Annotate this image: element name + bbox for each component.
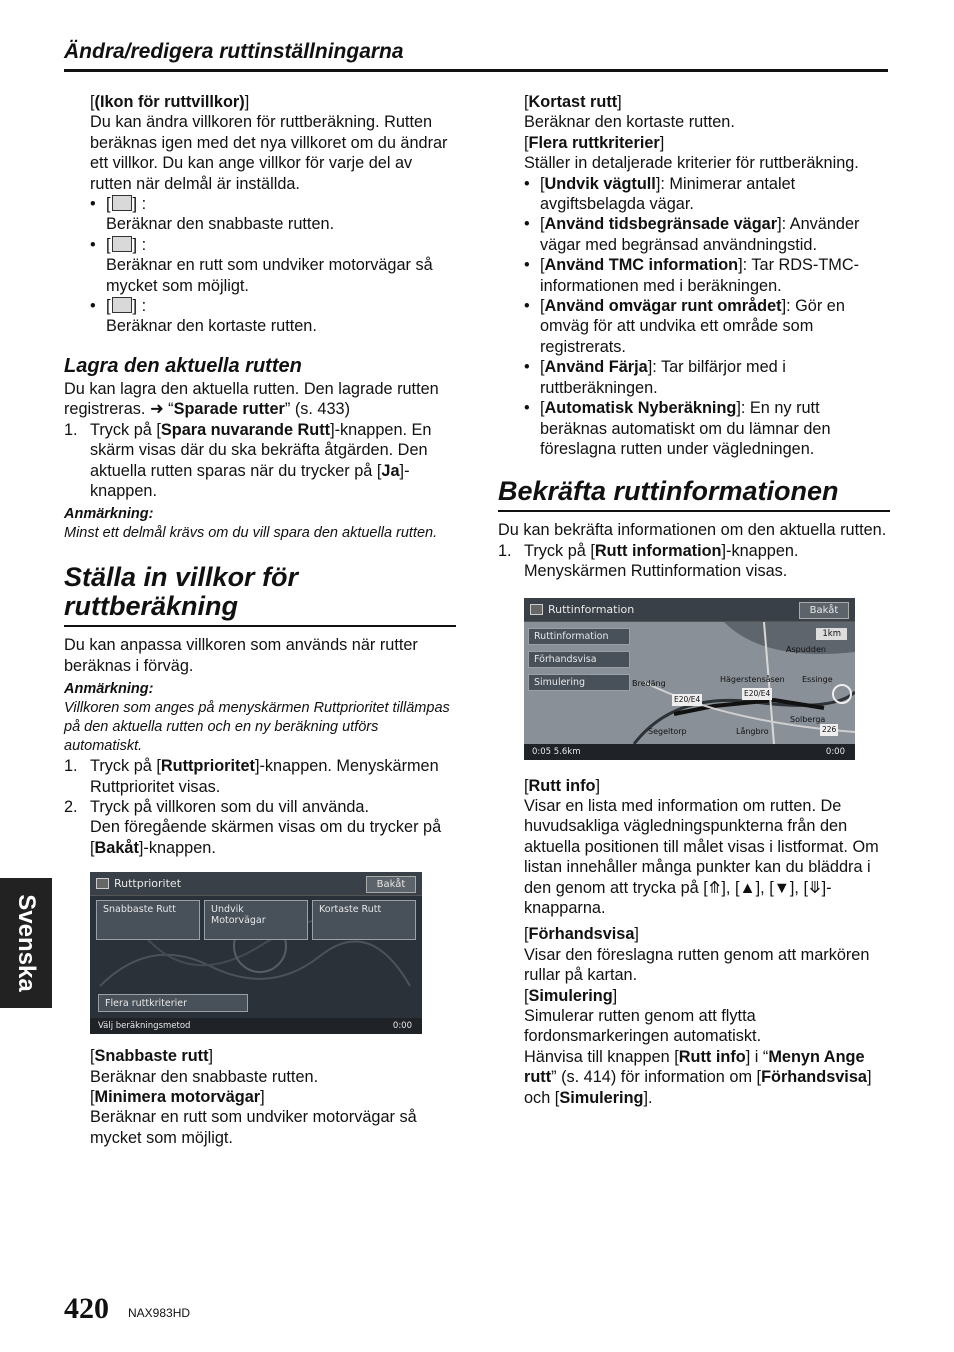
button-label: Kortaste Rutt bbox=[319, 904, 382, 916]
route-information-screenshot bbox=[524, 598, 855, 760]
item-label-line: [Rutt info] bbox=[524, 776, 600, 795]
page-number: 420 bbox=[64, 1292, 109, 1325]
conditions-step-1: 1. Tryck på [Ruttprioritet]-knappen. Menyskärmen Ruttprioritet visas. bbox=[64, 757, 439, 796]
note-label: Anmärkning: bbox=[64, 506, 154, 523]
simulation-button[interactable] bbox=[528, 674, 630, 691]
bullet-text: Beräknar den snabbaste rutten. bbox=[106, 215, 335, 234]
screen-footer bbox=[90, 1018, 422, 1034]
criterion-label: Använd TMC information bbox=[544, 256, 739, 275]
language-tab bbox=[0, 878, 52, 1008]
item-label-line: [Kortast rutt] bbox=[524, 93, 622, 111]
back-button[interactable]: Bakåt bbox=[366, 876, 416, 893]
page-down-icon: ⤋ bbox=[807, 878, 822, 897]
note-text: Villkoren som anges på menyskärmen Ruttprioritet tillämpas på den aktuella rutten och en ny beräkning utförs automatiskt. bbox=[64, 700, 450, 755]
criterion-text: : En ny rutt beräknas automatiskt om du lämnar den föreslagna rutten under vägledningen. bbox=[540, 399, 831, 458]
screen-title-bar bbox=[90, 872, 422, 896]
item-label: Flera ruttkriterier bbox=[528, 133, 660, 152]
step-text: -knappen. bbox=[143, 838, 216, 857]
right-column bbox=[498, 92, 890, 1108]
list-item: • [Automatisk Nyberäkning]: En ny rutt beräknas automatiskt om du lämnar den föreslagna rutten under vägledningen. bbox=[524, 398, 890, 459]
up-icon: ▲ bbox=[739, 878, 756, 897]
avoid-motorways-button[interactable] bbox=[204, 900, 308, 940]
note-label: Anmärkning: bbox=[64, 681, 154, 698]
list-item: • [Undvik vägtull]: Minimerar antalet avgiftsbelagda vägar. bbox=[524, 174, 890, 215]
minimize-item-label-line: [Minimera motorvägar] bbox=[90, 1087, 265, 1106]
map-place-label: Segeltorp bbox=[648, 726, 687, 736]
save-route-intro: Du kan lagra den aktuella rutten. Den lagrade rutten registreras. ➜ “Sparade rutter” (s. 433) bbox=[64, 379, 439, 419]
step-text: Tryck på bbox=[524, 541, 586, 560]
bullet-text: Beräknar en rutt som undviker motorvägar så mycket som möjligt. bbox=[106, 256, 433, 295]
step-number: 1. bbox=[498, 541, 512, 560]
model-name: NAX983HD bbox=[128, 1306, 191, 1320]
yes-label: Ja bbox=[381, 461, 400, 480]
avoid-motorway-icon bbox=[112, 236, 132, 252]
conditions-heading: Ställa in villkor för ruttberäkning bbox=[64, 563, 456, 627]
criterion-text: : Tar bilfärjor med i ruttberäkningen. bbox=[540, 358, 786, 397]
step-number: 1. bbox=[64, 757, 78, 776]
icon-conditions-label: (Ikon för ruttvillkor) bbox=[94, 93, 245, 111]
clock: 0:00 bbox=[392, 1021, 412, 1032]
arrow-icon: ➜ bbox=[149, 400, 164, 419]
page-header-title: Ändra/redigera ruttinställningarna bbox=[64, 40, 404, 63]
item-label-line: [Flera ruttkriterier] bbox=[524, 133, 665, 152]
preview-button[interactable] bbox=[528, 651, 630, 668]
step-text: -knappen. bbox=[90, 461, 410, 500]
button-label: Undvik Motorvägar bbox=[211, 904, 266, 927]
list-item: • [Använd Färja]: Tar bilfärjor med i ruttberäkningen. bbox=[524, 357, 890, 398]
map-place-label: Långbro bbox=[736, 726, 769, 736]
route-info-items bbox=[498, 776, 890, 1109]
bullet-text: Beräknar den kortaste rutten. bbox=[106, 317, 317, 336]
list-item: • [ ] : Beräknar en rutt som undviker motorvägar så mycket som möjligt. bbox=[90, 235, 456, 296]
map-place-label: Solberga bbox=[790, 714, 826, 724]
item-text: Beräknar en rutt som undviker motorvägar så mycket som möjligt. bbox=[90, 1108, 417, 1147]
list-item: • [Använd tidsbegränsade vägar]: Använder vägar med begränsad användningstid. bbox=[524, 214, 890, 255]
list-item: • [Använd TMC information]: Tar RDS-TMC-informationen med i beräkningen. bbox=[524, 255, 890, 296]
ref-menu-label: Menyn Ange rutt bbox=[524, 1047, 865, 1087]
route-info-text: Visar en lista med information om rutten. De huvudsakliga vägledningspunkterna från den aktuella positionen till målet visas i listformat. Om listan innehåller många punkter kan du bläddra i den genom att trycka på [⤊], [▲], [▼], [⤋]-knapparna. bbox=[524, 796, 879, 917]
criterion-text: : Gör en omväg för att undvika ett område som registrerats. bbox=[540, 297, 845, 356]
back-label: Bakåt bbox=[94, 838, 139, 857]
criterion-label: Använd omvägar runt området bbox=[544, 297, 782, 316]
left-column bbox=[64, 92, 456, 1148]
step-text: -knappen. Menyskärmen Ruttprioritet visas. bbox=[90, 757, 439, 796]
step-text: Den föregående skärmen visas om du trycker på bbox=[90, 818, 442, 837]
route-priority-screenshot bbox=[90, 872, 422, 1034]
item-text: Visar den föreslagna rutten genom att markören rullar på kartan. bbox=[524, 945, 870, 985]
map-place-label: Bredäng bbox=[632, 678, 666, 688]
item-label-line: [Förhandsvisa] bbox=[524, 925, 639, 944]
fastest-item-label-line: [Snabbaste rutt] bbox=[90, 1047, 214, 1066]
step-text: -knappen. En skärm visas där du ska bekräfta åtgärden. Den aktuella rutten sparas när du trycker på bbox=[90, 420, 432, 480]
item-label: Minimera motorvägar bbox=[94, 1087, 261, 1106]
screen-title: Ruttprioritet bbox=[114, 877, 182, 891]
page-ref: (s. 433) bbox=[294, 400, 351, 419]
step-text: -knappen. Menyskärmen Ruttinformation visas. bbox=[524, 541, 799, 581]
map-place-label: Hägerstensåsen bbox=[720, 674, 785, 684]
step-text: Tryck på villkoren som du vill använda. bbox=[90, 797, 370, 816]
icon-conditions-label-line: [(Ikon för ruttvillkor)] bbox=[90, 93, 250, 111]
icon-conditions-item bbox=[64, 92, 456, 337]
conditions-step-2: 2. Tryck på villkoren som du vill använda. Den föregående skärmen visas om du trycker på [Bakåt]-knappen. bbox=[64, 797, 442, 857]
item-label: Simulering bbox=[528, 986, 613, 1005]
down-icon: ▼ bbox=[773, 878, 790, 897]
step-text: Tryck på bbox=[90, 757, 152, 776]
route-status: 0:05 5.6km bbox=[532, 746, 581, 757]
clock: 0:00 bbox=[825, 746, 845, 757]
criterion-text: : Tar RDS-TMC-informationen med i beräkningen. bbox=[540, 256, 860, 295]
fastest-route-button[interactable] bbox=[96, 900, 200, 940]
road-sign: E20/E4 bbox=[744, 688, 771, 698]
item-label: Rutt info bbox=[528, 776, 596, 795]
ref-preview-label: Förhandsvisa bbox=[761, 1068, 867, 1087]
icon-conditions-list bbox=[90, 194, 456, 337]
language-tab-label: Svenska bbox=[13, 894, 41, 992]
step-number: 1. bbox=[64, 420, 78, 439]
shortest-and-more bbox=[498, 92, 890, 459]
menu-icon bbox=[530, 604, 543, 615]
step-text: Tryck på bbox=[90, 420, 152, 439]
shortest-route-icon bbox=[112, 297, 132, 313]
item-text: Beräknar den kortaste rutten. bbox=[524, 113, 735, 132]
item-text: Ställer in detaljerade kriterier för ruttberäkning. bbox=[524, 154, 859, 173]
criterion-label: Använd Färja bbox=[544, 358, 648, 377]
list-item: • [Använd omvägar runt området]: Gör en omväg för att undvika ett område som registrerats. bbox=[524, 296, 890, 357]
more-criteria-button[interactable] bbox=[98, 994, 248, 1012]
button-label: Snabbaste Rutt bbox=[103, 904, 176, 916]
page-up-icon: ⤊ bbox=[707, 878, 722, 897]
confirm-intro: Du kan bekräfta informationen om den aktuella rutten. bbox=[498, 521, 887, 540]
ref-text: . bbox=[648, 1088, 653, 1107]
icon-conditions-text: Du kan ändra villkoren för ruttberäkning. Rutten beräknas igen med det nya villkoret om du ändrar ett villkor. Du kan ange villkor för varje del av rutten när delmål är inställda. bbox=[90, 113, 448, 193]
list-item: • [ ] : Beräknar den snabbaste rutten. bbox=[90, 194, 456, 235]
item-text: Beräknar den snabbaste rutten. bbox=[90, 1067, 319, 1086]
note-text: Minst ett delmål krävs om du vill spara den aktuella rutten. bbox=[64, 525, 438, 542]
criteria-list bbox=[524, 174, 890, 460]
screen-footer bbox=[524, 744, 855, 760]
item-text: Simulerar rutten genom att flytta fordonsmarkeringen automatiskt. bbox=[524, 1007, 762, 1046]
item-label-line: [Simulering] bbox=[524, 986, 618, 1005]
button-label: Förhandsvisa bbox=[534, 653, 597, 665]
list-item: • [ ] : Beräknar den kortaste rutten. bbox=[90, 296, 456, 337]
confirm-heading: Bekräfta ruttinformationen bbox=[498, 477, 890, 512]
screen-title: Ruttinformation bbox=[548, 602, 635, 616]
item-label: Snabbaste rutt bbox=[94, 1047, 209, 1066]
map-place-label: Essinge bbox=[802, 674, 833, 684]
item-label: Kortast rutt bbox=[528, 93, 618, 111]
ref-button-label: Rutt info bbox=[678, 1047, 746, 1066]
priority-items bbox=[64, 1046, 456, 1148]
map-scale: 1km bbox=[816, 628, 847, 640]
step-number: 2. bbox=[64, 797, 78, 816]
item-label: Förhandsvisa bbox=[528, 925, 635, 944]
hint-text: Välj beräkningsmetod bbox=[98, 1021, 191, 1032]
criterion-text: : Minimerar antalet avgiftsbelagda vägar. bbox=[540, 174, 796, 214]
confirm-step: 1. Tryck på [Rutt information]-knappen. Menyskärmen Ruttinformation visas. bbox=[498, 541, 799, 581]
back-button[interactable]: Bakåt bbox=[799, 602, 849, 619]
button-label: Ruttinformation bbox=[534, 630, 609, 642]
page-header bbox=[64, 38, 888, 72]
ref-text: (s. 414) för information om bbox=[561, 1068, 753, 1087]
item-text: -knapparna. bbox=[524, 878, 832, 917]
save-route-heading: Lagra den aktuella rutten bbox=[64, 354, 302, 377]
menu-icon bbox=[96, 878, 109, 889]
save-route-step: 1. Tryck på [Spara nuvarande Rutt]-knappen. En skärm visas där du ska bekräfta åtgärden. Den aktuella rutten sparas när du trycker på [Ja]-knappen. bbox=[64, 420, 432, 500]
save-intro-text: Du kan lagra den aktuella rutten. Den lagrade rutten registreras. bbox=[64, 379, 439, 419]
conditions-intro: Du kan anpassa villkoren som används när rutter beräknas i förväg. bbox=[64, 636, 418, 675]
road-sign: E20/E4 bbox=[674, 694, 701, 704]
road-sign: 226 bbox=[822, 724, 837, 734]
ref-text: Hänvisa till knappen bbox=[524, 1047, 670, 1066]
criterion-text: : Använder vägar med begränsad användningstid. bbox=[540, 215, 860, 254]
map-place-label: Aspudden bbox=[786, 644, 826, 654]
save-current-route-label: Spara nuvarande Rutt bbox=[160, 420, 331, 439]
fastest-route-icon bbox=[112, 195, 132, 211]
item-text: Visar en lista med information om rutten. De huvudsakliga vägledningspunkterna från den aktuella positionen till målet visas i listformat. Om listan innehåller många punkter kan du bläddra i den genom att trycka på bbox=[524, 796, 879, 897]
ref-simulation-label: Simulering bbox=[559, 1088, 644, 1107]
criterion-label: Automatisk Nyberäkning bbox=[544, 399, 737, 418]
button-label: Flera ruttkriterier bbox=[105, 998, 187, 1010]
ref-text: i bbox=[754, 1047, 759, 1066]
route-priority-label: Ruttprioritet bbox=[160, 757, 255, 776]
button-label: Simulering bbox=[534, 676, 586, 688]
ref-text: och bbox=[524, 1088, 551, 1107]
reference-text: Hänvisa till knappen [Rutt info] i “Menyn Ange rutt” (s. 414) för information om [Förhandsvisa] och [Simulering]. bbox=[524, 1047, 872, 1107]
shortest-route-button[interactable] bbox=[312, 900, 416, 940]
route-information-label: Rutt information bbox=[594, 541, 722, 560]
criterion-label: Använd tidsbegränsade vägar bbox=[544, 215, 778, 234]
saved-routes-link: Sparade rutter bbox=[173, 400, 285, 419]
route-info-button[interactable] bbox=[528, 628, 630, 645]
screen-title-bar bbox=[524, 598, 855, 622]
criterion-label: Undvik vägtull bbox=[544, 174, 656, 193]
